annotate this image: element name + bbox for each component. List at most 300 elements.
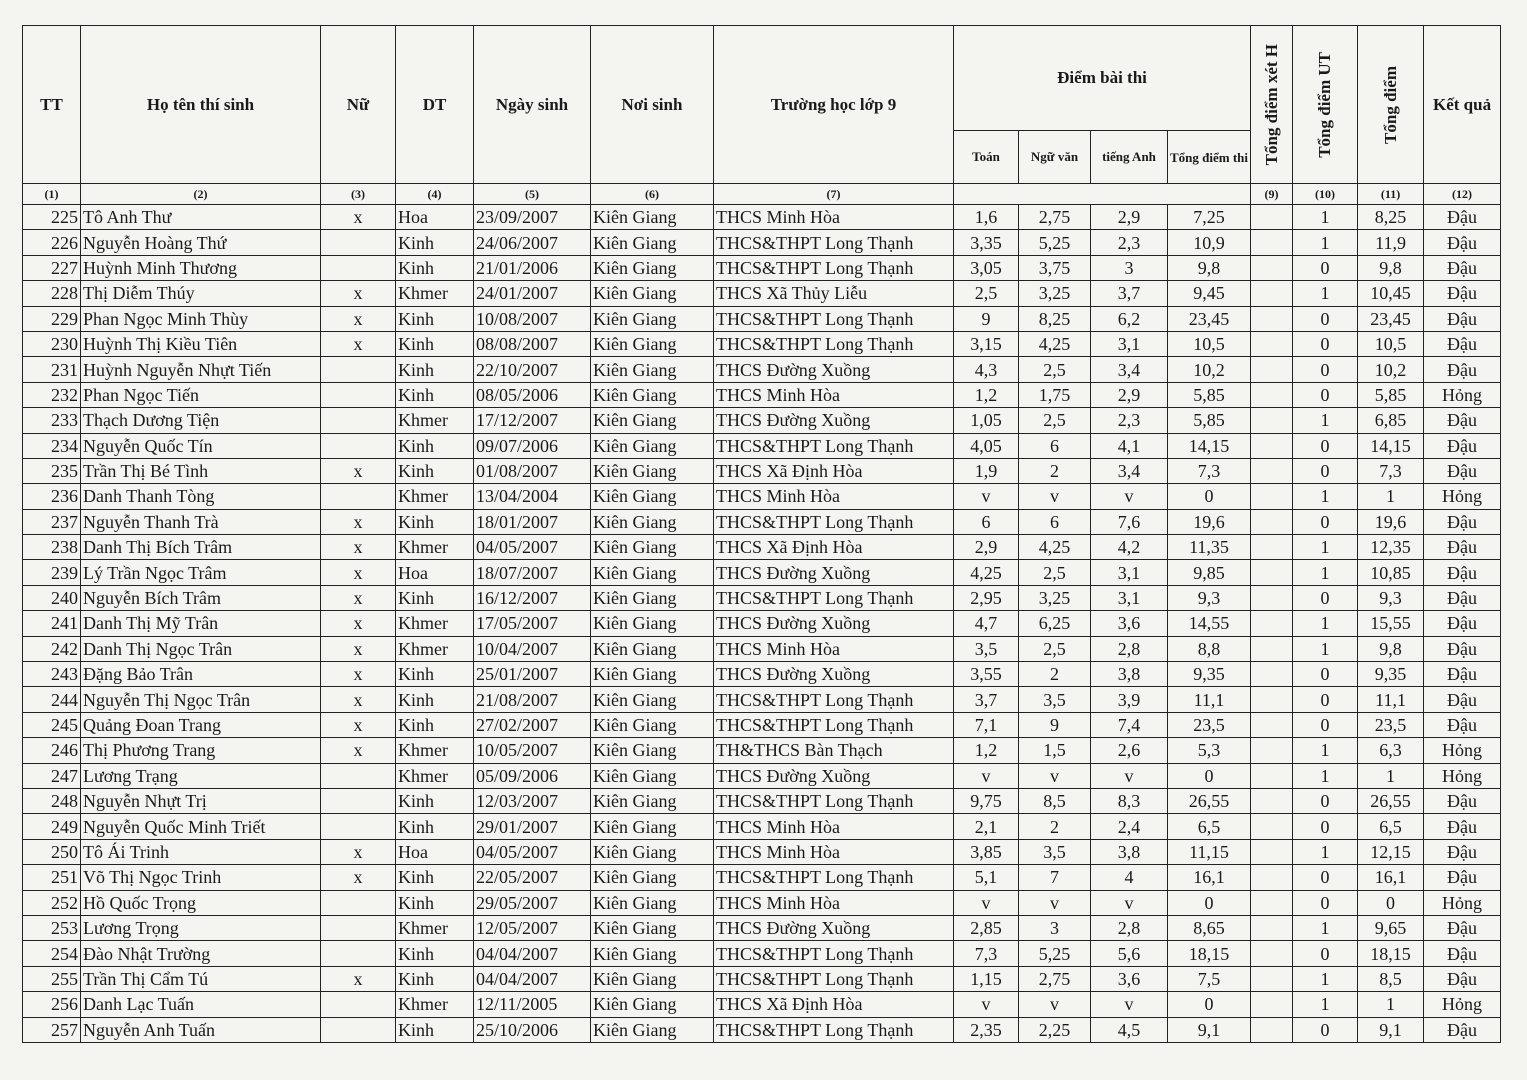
cell-total-xet (1251, 941, 1293, 966)
cell-ethnicity: Kinh (396, 1017, 474, 1042)
cell-result: Đậu (1424, 662, 1501, 687)
cell-school: THCS Minh Hòa (714, 890, 954, 915)
cell-literature: 4,25 (1019, 331, 1091, 356)
cell-math: 1,2 (954, 738, 1019, 763)
cell-ethnicity: Khmer (396, 408, 474, 433)
cell-english: v (1091, 992, 1168, 1017)
cell-dob: 17/12/2007 (474, 408, 591, 433)
cell-exam-total: 26,55 (1168, 788, 1251, 813)
cell-math: 2,5 (954, 281, 1019, 306)
cell-dob: 12/11/2005 (474, 992, 591, 1017)
table-row (23, 1017, 1501, 1042)
cell-total-xet (1251, 1017, 1293, 1042)
cell-tt: 255 (23, 966, 81, 991)
cell-name: Lý Trần Ngọc Trâm (81, 560, 321, 585)
cell-math: v (954, 763, 1019, 788)
cell-birthplace: Kiên Giang (591, 839, 714, 864)
cell-literature: 2,5 (1019, 636, 1091, 661)
cell-name: Danh Thị Bích Trâm (81, 535, 321, 560)
cell-female: x (321, 458, 396, 483)
cell-female (321, 408, 396, 433)
cell-school: THCS&THPT Long Thạnh (714, 331, 954, 356)
cell-literature: 6 (1019, 433, 1091, 458)
cell-literature: 9 (1019, 712, 1091, 737)
cell-total-xet (1251, 839, 1293, 864)
cell-ethnicity: Hoa (396, 839, 474, 864)
cell-exam-total: 23,5 (1168, 712, 1251, 737)
cell-female: x (321, 585, 396, 610)
cell-exam-total: 8,8 (1168, 636, 1251, 661)
cell-school: THCS Đường Xuồng (714, 560, 954, 585)
cell-result: Hỏng (1424, 763, 1501, 788)
cell-english: v (1091, 890, 1168, 915)
cell-school: THCS&THPT Long Thạnh (714, 255, 954, 280)
cell-total-xet (1251, 992, 1293, 1017)
cell-literature: 3,25 (1019, 585, 1091, 610)
col-number: (11) (1358, 184, 1424, 205)
cell-result: Hỏng (1424, 738, 1501, 763)
cell-total-xet (1251, 636, 1293, 661)
header-dob: Ngày sinh (474, 26, 591, 184)
cell-female (321, 941, 396, 966)
cell-school: THCS&THPT Long Thạnh (714, 788, 954, 813)
cell-school: THCS&THPT Long Thạnh (714, 712, 954, 737)
cell-math: 1,2 (954, 382, 1019, 407)
cell-tt: 244 (23, 687, 81, 712)
cell-female: x (321, 281, 396, 306)
cell-female: x (321, 611, 396, 636)
cell-result: Đậu (1424, 560, 1501, 585)
cell-exam-total: 9,1 (1168, 1017, 1251, 1042)
cell-female (321, 255, 396, 280)
cell-total-xet (1251, 788, 1293, 813)
cell-ethnicity: Khmer (396, 611, 474, 636)
cell-literature: 2,5 (1019, 560, 1091, 585)
table-row (23, 255, 1501, 280)
col-number: (7) (714, 184, 954, 205)
cell-female: x (321, 509, 396, 534)
cell-ethnicity: Kinh (396, 306, 474, 331)
cell-name: Tô Ái Trinh (81, 839, 321, 864)
cell-school: THCS&THPT Long Thạnh (714, 509, 954, 534)
cell-dob: 23/09/2007 (474, 205, 591, 230)
cell-english: 4,5 (1091, 1017, 1168, 1042)
cell-name: Danh Thị Mỹ Trân (81, 611, 321, 636)
cell-exam-total: 19,6 (1168, 509, 1251, 534)
cell-exam-total: 0 (1168, 890, 1251, 915)
cell-total-xet (1251, 408, 1293, 433)
table-row (23, 788, 1501, 813)
table-row (23, 839, 1501, 864)
cell-exam-total: 14,15 (1168, 433, 1251, 458)
cell-dob: 08/05/2006 (474, 382, 591, 407)
cell-total-ut: 0 (1293, 890, 1358, 915)
table-row (23, 382, 1501, 407)
cell-total-ut: 0 (1293, 458, 1358, 483)
cell-name: Nguyễn Anh Tuấn (81, 1017, 321, 1042)
cell-exam-total: 10,5 (1168, 331, 1251, 356)
cell-dob: 04/05/2007 (474, 839, 591, 864)
cell-name: Hồ Quốc Trọng (81, 890, 321, 915)
table-row (23, 458, 1501, 483)
cell-tt: 227 (23, 255, 81, 280)
cell-exam-total: 11,35 (1168, 535, 1251, 560)
cell-female: x (321, 560, 396, 585)
cell-total-ut: 1 (1293, 408, 1358, 433)
cell-ethnicity: Khmer (396, 738, 474, 763)
cell-dob: 24/01/2007 (474, 281, 591, 306)
cell-total-xet (1251, 585, 1293, 610)
table-row (23, 484, 1501, 509)
cell-dob: 10/04/2007 (474, 636, 591, 661)
cell-total-ut: 1 (1293, 611, 1358, 636)
cell-english: 3,8 (1091, 662, 1168, 687)
col-number: (12) (1424, 184, 1501, 205)
cell-birthplace: Kiên Giang (591, 560, 714, 585)
cell-total-ut: 1 (1293, 636, 1358, 661)
cell-exam-total: 5,85 (1168, 382, 1251, 407)
cell-ethnicity: Kinh (396, 966, 474, 991)
cell-school: THCS Xã Định Hòa (714, 458, 954, 483)
table-row (23, 560, 1501, 585)
cell-english: 4,1 (1091, 433, 1168, 458)
cell-school: TH&THCS Bàn Thạch (714, 738, 954, 763)
table-body (23, 205, 1501, 1043)
cell-school: THCS&THPT Long Thạnh (714, 941, 954, 966)
cell-english: 2,4 (1091, 814, 1168, 839)
cell-total-xet (1251, 281, 1293, 306)
cell-name: Danh Thị Ngọc Trân (81, 636, 321, 661)
table-row (23, 636, 1501, 661)
cell-result: Đậu (1424, 306, 1501, 331)
cell-name: Võ Thị Ngọc Trinh (81, 865, 321, 890)
cell-english: v (1091, 484, 1168, 509)
cell-ethnicity: Khmer (396, 992, 474, 1017)
results-table (22, 25, 1501, 1043)
cell-math: 1,6 (954, 205, 1019, 230)
cell-name: Trần Thị Cẩm Tú (81, 966, 321, 991)
cell-exam-total: 0 (1168, 992, 1251, 1017)
cell-ethnicity: Kinh (396, 890, 474, 915)
table-row (23, 535, 1501, 560)
cell-exam-total: 8,65 (1168, 915, 1251, 940)
cell-total-xet (1251, 611, 1293, 636)
cell-result: Đậu (1424, 611, 1501, 636)
cell-dob: 21/08/2007 (474, 687, 591, 712)
table-row (23, 281, 1501, 306)
cell-school: THCS Minh Hòa (714, 382, 954, 407)
cell-total: 6,5 (1358, 814, 1424, 839)
col-number-blank (954, 184, 1251, 205)
cell-total: 7,3 (1358, 458, 1424, 483)
cell-name: Huỳnh Minh Thương (81, 255, 321, 280)
cell-total: 12,15 (1358, 839, 1424, 864)
table-row (23, 915, 1501, 940)
cell-ethnicity: Khmer (396, 763, 474, 788)
header-total-xet (1251, 26, 1293, 184)
cell-female (321, 763, 396, 788)
cell-tt: 232 (23, 382, 81, 407)
col-number: (6) (591, 184, 714, 205)
header-result: Kết quả (1424, 26, 1501, 184)
cell-female: x (321, 865, 396, 890)
cell-ethnicity: Kinh (396, 662, 474, 687)
cell-name: Nguyễn Quốc Tín (81, 433, 321, 458)
header-exam-total: Tổng điểm thi (1168, 131, 1251, 184)
table-row (23, 408, 1501, 433)
cell-female: x (321, 205, 396, 230)
cell-tt: 236 (23, 484, 81, 509)
cell-total: 1 (1358, 484, 1424, 509)
cell-total-ut: 1 (1293, 560, 1358, 585)
cell-birthplace: Kiên Giang (591, 433, 714, 458)
cell-result: Đậu (1424, 433, 1501, 458)
table-row (23, 941, 1501, 966)
cell-ethnicity: Khmer (396, 636, 474, 661)
cell-ethnicity: Khmer (396, 484, 474, 509)
cell-female: x (321, 966, 396, 991)
cell-ethnicity: Khmer (396, 535, 474, 560)
cell-total: 11,1 (1358, 687, 1424, 712)
cell-english: 2,8 (1091, 636, 1168, 661)
cell-birthplace: Kiên Giang (591, 306, 714, 331)
cell-school: THCS Xã Thủy Liễu (714, 281, 954, 306)
cell-name: Đặng Bảo Trân (81, 662, 321, 687)
table-row (23, 992, 1501, 1017)
cell-english: 3,8 (1091, 839, 1168, 864)
cell-ethnicity: Kinh (396, 687, 474, 712)
cell-name: Nguyễn Thị Ngọc Trân (81, 687, 321, 712)
cell-female (321, 484, 396, 509)
cell-total-xet (1251, 205, 1293, 230)
col-number: (10) (1293, 184, 1358, 205)
header-birthplace: Nơi sinh (591, 26, 714, 184)
cell-school: THCS Đường Xuồng (714, 611, 954, 636)
cell-literature: 2,5 (1019, 357, 1091, 382)
cell-tt: 240 (23, 585, 81, 610)
table-row (23, 712, 1501, 737)
cell-total-xet (1251, 560, 1293, 585)
header-total-label: Tổng điểm (1380, 65, 1400, 144)
cell-total: 18,15 (1358, 941, 1424, 966)
cell-literature: 2,25 (1019, 1017, 1091, 1042)
cell-ethnicity: Kinh (396, 458, 474, 483)
cell-ethnicity: Kinh (396, 357, 474, 382)
cell-birthplace: Kiên Giang (591, 484, 714, 509)
cell-dob: 16/12/2007 (474, 585, 591, 610)
cell-total-ut: 0 (1293, 306, 1358, 331)
cell-name: Nguyễn Thanh Trà (81, 509, 321, 534)
cell-total: 15,55 (1358, 611, 1424, 636)
cell-name: Trần Thị Bé Tình (81, 458, 321, 483)
cell-result: Đậu (1424, 331, 1501, 356)
cell-female (321, 357, 396, 382)
cell-ethnicity: Hoa (396, 560, 474, 585)
cell-literature: 1,5 (1019, 738, 1091, 763)
cell-exam-total: 16,1 (1168, 865, 1251, 890)
cell-school: THCS Đường Xuồng (714, 408, 954, 433)
cell-math: 3,35 (954, 230, 1019, 255)
cell-ethnicity: Kinh (396, 941, 474, 966)
cell-name: Đào Nhật Trường (81, 941, 321, 966)
cell-exam-total: 7,25 (1168, 205, 1251, 230)
cell-total-xet (1251, 357, 1293, 382)
cell-total: 8,25 (1358, 205, 1424, 230)
cell-total-ut: 0 (1293, 865, 1358, 890)
cell-total-xet (1251, 433, 1293, 458)
table-row (23, 205, 1501, 230)
table-row (23, 306, 1501, 331)
cell-total: 10,85 (1358, 560, 1424, 585)
table-row (23, 585, 1501, 610)
cell-dob: 12/05/2007 (474, 915, 591, 940)
cell-total-xet (1251, 230, 1293, 255)
cell-total-xet (1251, 763, 1293, 788)
cell-school: THCS Đường Xuồng (714, 763, 954, 788)
cell-school: THCS Minh Hòa (714, 814, 954, 839)
cell-school: THCS&THPT Long Thạnh (714, 865, 954, 890)
cell-school: THCS&THPT Long Thạnh (714, 687, 954, 712)
cell-name: Quảng Đoan Trang (81, 712, 321, 737)
cell-tt: 250 (23, 839, 81, 864)
table-row (23, 357, 1501, 382)
cell-english: 3,6 (1091, 966, 1168, 991)
cell-result: Đậu (1424, 1017, 1501, 1042)
table-row (23, 966, 1501, 991)
cell-female: x (321, 535, 396, 560)
cell-dob: 04/05/2007 (474, 535, 591, 560)
cell-birthplace: Kiên Giang (591, 992, 714, 1017)
cell-total-ut: 1 (1293, 281, 1358, 306)
cell-name: Danh Lạc Tuấn (81, 992, 321, 1017)
cell-birthplace: Kiên Giang (591, 281, 714, 306)
cell-total-ut: 1 (1293, 535, 1358, 560)
cell-result: Hỏng (1424, 382, 1501, 407)
col-number: (9) (1251, 184, 1293, 205)
cell-birthplace: Kiên Giang (591, 662, 714, 687)
cell-birthplace: Kiên Giang (591, 712, 714, 737)
cell-literature: 2,5 (1019, 408, 1091, 433)
cell-exam-total: 9,45 (1168, 281, 1251, 306)
cell-dob: 18/07/2007 (474, 560, 591, 585)
cell-total-xet (1251, 484, 1293, 509)
cell-total-ut: 0 (1293, 687, 1358, 712)
cell-literature: 7 (1019, 865, 1091, 890)
cell-school: THCS Minh Hòa (714, 636, 954, 661)
cell-english: 3,7 (1091, 281, 1168, 306)
cell-birthplace: Kiên Giang (591, 458, 714, 483)
cell-name: Huỳnh Nguyễn Nhựt Tiến (81, 357, 321, 382)
cell-math: 3,5 (954, 636, 1019, 661)
cell-literature: 3,5 (1019, 839, 1091, 864)
cell-tt: 239 (23, 560, 81, 585)
cell-total: 14,15 (1358, 433, 1424, 458)
cell-math: 9,75 (954, 788, 1019, 813)
cell-total-xet (1251, 509, 1293, 534)
cell-female: x (321, 331, 396, 356)
cell-dob: 22/05/2007 (474, 865, 591, 890)
cell-math: 1,15 (954, 966, 1019, 991)
cell-english: 3,1 (1091, 560, 1168, 585)
cell-math: 4,7 (954, 611, 1019, 636)
cell-exam-total: 5,85 (1168, 408, 1251, 433)
table-row (23, 738, 1501, 763)
cell-school: THCS&THPT Long Thạnh (714, 306, 954, 331)
cell-literature: 6,25 (1019, 611, 1091, 636)
cell-english: v (1091, 763, 1168, 788)
cell-name: Thạch Dương Tiện (81, 408, 321, 433)
table-row (23, 687, 1501, 712)
cell-total: 9,35 (1358, 662, 1424, 687)
cell-literature: 8,25 (1019, 306, 1091, 331)
cell-math: 1,9 (954, 458, 1019, 483)
cell-ethnicity: Kinh (396, 788, 474, 813)
cell-math: 7,3 (954, 941, 1019, 966)
cell-tt: 226 (23, 230, 81, 255)
cell-total-ut: 0 (1293, 433, 1358, 458)
cell-school: THCS Minh Hòa (714, 205, 954, 230)
cell-literature: 3 (1019, 915, 1091, 940)
table-row (23, 230, 1501, 255)
cell-math: 2,9 (954, 535, 1019, 560)
cell-female: x (321, 738, 396, 763)
cell-result: Đậu (1424, 281, 1501, 306)
col-number: (1) (23, 184, 81, 205)
cell-total-ut: 1 (1293, 966, 1358, 991)
cell-name: Lương Trọng (81, 915, 321, 940)
header-literature: Ngữ văn (1019, 131, 1091, 184)
cell-female: x (321, 306, 396, 331)
cell-total-xet (1251, 382, 1293, 407)
cell-total: 11,9 (1358, 230, 1424, 255)
cell-total-ut: 0 (1293, 814, 1358, 839)
cell-total-xet (1251, 306, 1293, 331)
cell-total-xet (1251, 662, 1293, 687)
table-row (23, 433, 1501, 458)
cell-english: 4,2 (1091, 535, 1168, 560)
cell-female (321, 992, 396, 1017)
header-exam-scores: Điểm bài thi (954, 26, 1251, 131)
cell-name: Nguyễn Quốc Minh Triết (81, 814, 321, 839)
cell-school: THCS&THPT Long Thạnh (714, 433, 954, 458)
cell-birthplace: Kiên Giang (591, 509, 714, 534)
cell-tt: 256 (23, 992, 81, 1017)
cell-birthplace: Kiên Giang (591, 535, 714, 560)
cell-total-ut: 0 (1293, 357, 1358, 382)
cell-ethnicity: Khmer (396, 281, 474, 306)
cell-result: Đậu (1424, 535, 1501, 560)
table-row (23, 890, 1501, 915)
cell-english: 5,6 (1091, 941, 1168, 966)
cell-total: 5,85 (1358, 382, 1424, 407)
cell-math: 5,1 (954, 865, 1019, 890)
header-total (1358, 26, 1424, 184)
cell-ethnicity: Kinh (396, 230, 474, 255)
cell-dob: 12/03/2007 (474, 788, 591, 813)
cell-result: Hỏng (1424, 484, 1501, 509)
cell-math: 1,05 (954, 408, 1019, 433)
cell-english: 3,6 (1091, 611, 1168, 636)
cell-birthplace: Kiên Giang (591, 408, 714, 433)
table-row (23, 763, 1501, 788)
cell-tt: 252 (23, 890, 81, 915)
cell-female (321, 788, 396, 813)
cell-math: v (954, 992, 1019, 1017)
cell-exam-total: 10,2 (1168, 357, 1251, 382)
cell-literature: 5,25 (1019, 941, 1091, 966)
cell-total: 9,8 (1358, 255, 1424, 280)
cell-literature: v (1019, 484, 1091, 509)
